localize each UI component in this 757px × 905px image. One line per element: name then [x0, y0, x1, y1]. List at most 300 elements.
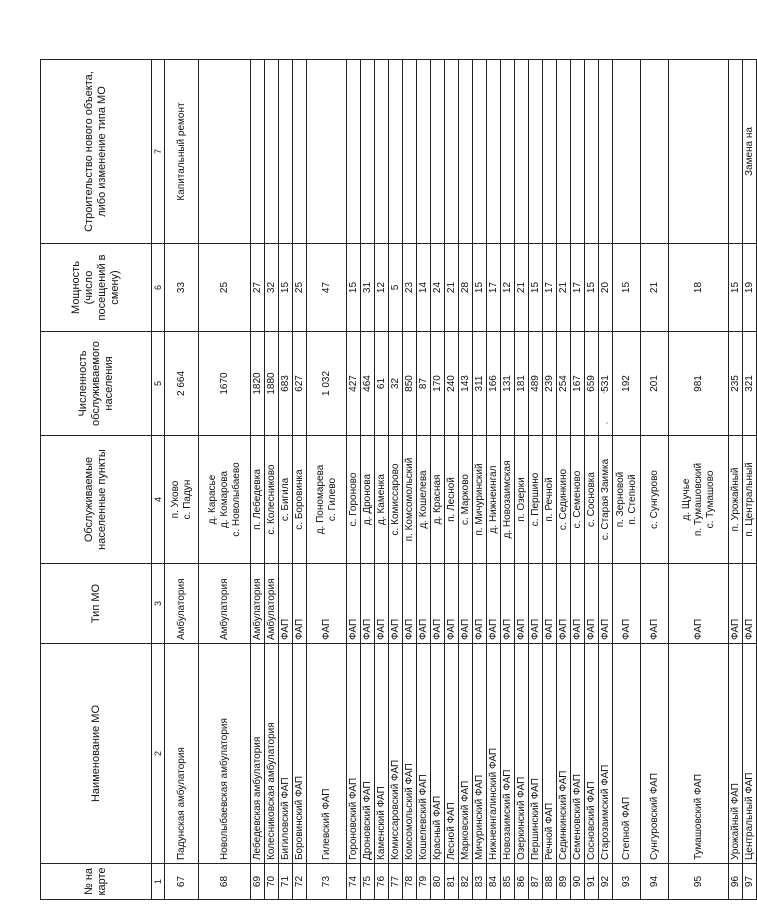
cell-org-name: Лесной ФАП [445, 644, 459, 864]
cell-org-name: Новолыбаевская амбулатория [199, 644, 251, 864]
table-row [199, 60, 251, 900]
cell-population: 131 [501, 332, 515, 436]
cell-map-number: 78 [403, 864, 417, 900]
cell-capacity: 31 [361, 244, 375, 332]
cell-capacity: 24 [431, 244, 445, 332]
cell-population: 627 [293, 332, 307, 436]
cell-org-type: ФАП [487, 564, 501, 644]
cell-population: 1820 [251, 332, 265, 436]
settlement-name: п. Лебедевка [251, 469, 263, 530]
cell-settlements [459, 436, 473, 564]
cell-capacity: 15 [585, 244, 599, 332]
cell-org-name: Красный ФАП [431, 644, 445, 864]
cell-org-name: Кошелевский ФАП [417, 644, 431, 864]
header-population: Численность обслуживаемого населения [41, 332, 152, 436]
cell-settlements [375, 436, 389, 564]
cell-population: 489 [529, 332, 543, 436]
cell-construction-note [641, 60, 669, 244]
settlement-name: с. Тумашово [704, 470, 716, 529]
cell-org-type: ФАП [459, 564, 473, 644]
cell-map-number: 84 [487, 864, 501, 900]
cell-settlements [473, 436, 487, 564]
cell-capacity: 17 [487, 244, 501, 332]
cell-settlements [487, 436, 501, 564]
cell-org-name: Бигиловский ФАП [279, 644, 293, 864]
cell-org-name: Семеновский ФАП [571, 644, 585, 864]
table-row [557, 60, 571, 900]
settlement-name: п. Урожайный [729, 467, 741, 532]
header-settlements: Обслуживаемые населенные пункты [41, 436, 152, 564]
settlement-name: д. Новозаимская [501, 460, 513, 539]
cell-population: 32 [389, 332, 403, 436]
cell-capacity: 15 [529, 244, 543, 332]
table-row [375, 60, 389, 900]
cell-population: 240 [445, 332, 459, 436]
cell-map-number: 97 [743, 864, 757, 900]
settlement-name: п. Тумашовский [692, 462, 704, 537]
table-row [293, 60, 307, 900]
settlement-name: с. Першино [529, 472, 541, 527]
cell-capacity: 23 [403, 244, 417, 332]
cell-org-type: ФАП [417, 564, 431, 644]
table-row [473, 60, 487, 900]
cell-map-number: 90 [571, 864, 585, 900]
settlement-name: п. Уково [169, 480, 181, 519]
cell-construction-note [279, 60, 293, 244]
cell-construction-note [473, 60, 487, 244]
settlement-name: п. Речной [543, 477, 555, 522]
cell-org-type: ФАП [669, 564, 729, 644]
cell-capacity: 25 [293, 244, 307, 332]
cell-construction-note [307, 60, 347, 244]
cell-construction-note [265, 60, 279, 244]
cell-capacity: 15 [279, 244, 293, 332]
cell-map-number: 93 [613, 864, 641, 900]
cell-construction-note [445, 60, 459, 244]
cell-population: 166 [487, 332, 501, 436]
settlement-name: с. Колесниково [265, 464, 277, 535]
settlement-name: с. Марково [459, 474, 471, 525]
cell-settlements [265, 436, 279, 564]
table-row [361, 60, 375, 900]
cell-org-type: ФАП [613, 564, 641, 644]
cell-capacity: 21 [557, 244, 571, 332]
cell-map-number: 81 [445, 864, 459, 900]
cell-population: 87 [417, 332, 431, 436]
settlement-name: с. Боровинка [293, 469, 305, 530]
settlement-name: п. Комсомольский [403, 457, 415, 542]
cell-org-type: Амбулатория [199, 564, 251, 644]
cell-org-type: ФАП [585, 564, 599, 644]
table-row [417, 60, 431, 900]
table-row [347, 60, 361, 900]
column-number: 3 [152, 564, 165, 644]
cell-org-type: ФАП [307, 564, 347, 644]
cell-capacity: 15 [613, 244, 641, 332]
table-row [265, 60, 279, 900]
table-row [403, 60, 417, 900]
cell-settlements [279, 436, 293, 564]
cell-map-number: 94 [641, 864, 669, 900]
cell-org-type: ФАП [375, 564, 389, 644]
settlement-name: с. Семеново [571, 470, 583, 529]
scan-speck [603, 392, 605, 394]
cell-org-name: Сосновский ФАП [585, 644, 599, 864]
cell-org-name: Озеркинский ФАП [515, 644, 529, 864]
cell-population: 181 [515, 332, 529, 436]
cell-org-type: ФАП [389, 564, 403, 644]
cell-construction-note [389, 60, 403, 244]
cell-settlements [743, 436, 757, 564]
cell-settlements [165, 436, 199, 564]
settlement-name: д. Щучье [680, 478, 692, 521]
table-row [585, 60, 599, 900]
cell-org-type: ФАП [641, 564, 669, 644]
cell-org-name: Гороновский ФАП [347, 644, 361, 864]
cell-org-name: Боровинский ФАП [293, 644, 307, 864]
table-row [641, 60, 669, 900]
cell-population: 850 [403, 332, 417, 436]
cell-population: 1670 [199, 332, 251, 436]
cell-org-name: Каменский ФАП [375, 644, 389, 864]
cell-population: 2 664 [165, 332, 199, 436]
cell-map-number: 68 [199, 864, 251, 900]
cell-population: 201 [641, 332, 669, 436]
cell-population: 170 [431, 332, 445, 436]
settlement-name: с. Гилево [326, 477, 338, 522]
settlement-name: п. Озерки [515, 477, 527, 522]
cell-construction-note [251, 60, 265, 244]
cell-capacity: 21 [445, 244, 459, 332]
settlement-name: д. Пономарева [314, 464, 326, 535]
cell-construction-note [403, 60, 417, 244]
cell-population: 311 [473, 332, 487, 436]
cell-map-number: 80 [431, 864, 445, 900]
cell-map-number: 72 [293, 864, 307, 900]
cell-population: 464 [361, 332, 375, 436]
cell-capacity: 12 [375, 244, 389, 332]
cell-map-number: 82 [459, 864, 473, 900]
header-org-name: Наименование МО [41, 644, 152, 864]
cell-org-type: ФАП [557, 564, 571, 644]
table-row [165, 60, 199, 900]
table-row [307, 60, 347, 900]
cell-population: 531 [599, 332, 613, 436]
cell-map-number: 76 [375, 864, 389, 900]
settlement-name: п. Центральный [743, 462, 755, 537]
cell-construction-note [613, 60, 641, 244]
cell-capacity: 5 [389, 244, 403, 332]
settlement-name: д. Нижнеингал [487, 465, 499, 534]
cell-settlements [347, 436, 361, 564]
cell-map-number: 71 [279, 864, 293, 900]
cell-map-number: 74 [347, 864, 361, 900]
cell-population: 427 [347, 332, 361, 436]
table-row [543, 60, 557, 900]
cell-map-number: 95 [669, 864, 729, 900]
table-row [487, 60, 501, 900]
cell-capacity: 17 [543, 244, 557, 332]
cell-population: 321 [743, 332, 757, 436]
cell-settlements [293, 436, 307, 564]
cell-org-type: ФАП [529, 564, 543, 644]
cell-org-name: Сединкинский ФАП [557, 644, 571, 864]
column-number: 5 [152, 332, 165, 436]
cell-org-name: Тумашовский ФАП [669, 644, 729, 864]
cell-settlements [613, 436, 641, 564]
cell-org-name: Дроновский ФАП [361, 644, 375, 864]
cell-construction-note [347, 60, 361, 244]
cell-org-type: ФАП [515, 564, 529, 644]
cell-org-name: Комиссаровский ФАП [389, 644, 403, 864]
cell-capacity: 12 [501, 244, 515, 332]
table-row [459, 60, 473, 900]
cell-settlements [501, 436, 515, 564]
cell-settlements [729, 436, 743, 564]
cell-population: 659 [585, 332, 599, 436]
cell-capacity: 15 [473, 244, 487, 332]
table-row [501, 60, 515, 900]
settlement-name: с. Комиссарово [389, 463, 401, 536]
cell-org-name: Старозаимский ФАП [599, 644, 613, 864]
settlement-name: с. Падун [181, 479, 193, 520]
cell-settlements [585, 436, 599, 564]
cell-population: 981 [669, 332, 729, 436]
cell-settlements [543, 436, 557, 564]
cell-map-number: 86 [515, 864, 529, 900]
table-row [743, 60, 757, 900]
settlement-name: д. Красная [431, 474, 443, 525]
cell-construction-note [543, 60, 557, 244]
cell-capacity: 47 [307, 244, 347, 332]
table-row [669, 60, 729, 900]
cell-construction-note [515, 60, 529, 244]
cell-capacity: 28 [459, 244, 473, 332]
cell-org-name: Мичуринский ФАП [473, 644, 487, 864]
table-row [251, 60, 265, 900]
cell-construction-note [431, 60, 445, 244]
cell-org-name: Степной ФАП [613, 644, 641, 864]
cell-org-type: ФАП [403, 564, 417, 644]
settlement-name: д. Карасье [206, 474, 218, 525]
cell-org-type: ФАП [543, 564, 557, 644]
table-row [431, 60, 445, 900]
cell-org-type: ФАП [431, 564, 445, 644]
cell-capacity: 33 [165, 244, 199, 332]
cell-map-number: 73 [307, 864, 347, 900]
cell-construction-note [585, 60, 599, 244]
cell-map-number: 85 [501, 864, 515, 900]
table-row [445, 60, 459, 900]
cell-settlements [361, 436, 375, 564]
cell-map-number: 91 [585, 864, 599, 900]
cell-population: 192 [613, 332, 641, 436]
table-row [729, 60, 743, 900]
cell-map-number: 70 [265, 864, 279, 900]
table-row [529, 60, 543, 900]
cell-map-number: 96 [729, 864, 743, 900]
cell-org-name: Комсомольский ФАП [403, 644, 417, 864]
cell-capacity: 27 [251, 244, 265, 332]
cell-population: 239 [543, 332, 557, 436]
cell-org-name: Центральный ФАП [743, 644, 757, 864]
settlement-name: с. Бигила [279, 477, 291, 522]
cell-settlements [669, 436, 729, 564]
rotated-table-wrapper [40, 60, 755, 900]
table-row [515, 60, 529, 900]
cell-population: 1 032 [307, 332, 347, 436]
cell-org-name: Речной ФАП [543, 644, 557, 864]
table-row [571, 60, 585, 900]
cell-org-type: ФАП [473, 564, 487, 644]
cell-settlements [199, 436, 251, 564]
cell-org-name: Сунгуровский ФАП [641, 644, 669, 864]
cell-capacity: 19 [743, 244, 757, 332]
column-number: 1 [152, 864, 165, 900]
cell-construction-note: Замена на [743, 60, 757, 244]
settlement-name: с. Сединкино [557, 468, 569, 531]
table-row [613, 60, 641, 900]
cell-org-type: ФАП [743, 564, 757, 644]
cell-org-name: Лебедевская амбулатория [251, 644, 265, 864]
table-body [165, 60, 757, 900]
cell-construction-note [487, 60, 501, 244]
cell-org-name: Нижнеингалинский ФАП [487, 644, 501, 864]
settlement-name: п. Степной [626, 474, 638, 525]
cell-settlements [417, 436, 431, 564]
table-row [599, 60, 613, 900]
cell-capacity: 32 [265, 244, 279, 332]
cell-construction-note [599, 60, 613, 244]
cell-construction-note: Капитальный ремонт [165, 60, 199, 244]
cell-construction-note [375, 60, 389, 244]
cell-settlements [599, 436, 613, 564]
cell-org-type: Амбулатория [251, 564, 265, 644]
settlement-name: д. Каменка [375, 474, 387, 525]
settlement-name: п. Зерновой [614, 471, 626, 528]
cell-org-name: Урожайный ФАП [729, 644, 743, 864]
settlement-name: д. Комарова [218, 470, 230, 529]
cell-org-type: ФАП [501, 564, 515, 644]
cell-population: 61 [375, 332, 389, 436]
cell-construction-note [501, 60, 515, 244]
table-row [389, 60, 403, 900]
cell-population: 254 [557, 332, 571, 436]
cell-org-name: Падунская амбулатория [165, 644, 199, 864]
cell-settlements [251, 436, 265, 564]
cell-construction-note [293, 60, 307, 244]
cell-construction-note [417, 60, 431, 244]
cell-map-number: 89 [557, 864, 571, 900]
column-number: 7 [152, 60, 165, 244]
cell-org-name: Новозаимский ФАП [501, 644, 515, 864]
header-construction: Строительство нового объекта, либо изменение типа МО [41, 60, 152, 244]
cell-settlements [403, 436, 417, 564]
column-number-row [152, 60, 165, 900]
header-map-number: № на карте [41, 864, 152, 900]
cell-capacity: 17 [571, 244, 585, 332]
cell-org-type: Амбулатория [265, 564, 279, 644]
cell-population: 167 [571, 332, 585, 436]
settlement-name: с. Старая Заимка [599, 458, 611, 541]
cell-org-type: ФАП [347, 564, 361, 644]
cell-construction-note [199, 60, 251, 244]
cell-org-type: ФАП [599, 564, 613, 644]
cell-map-number: 92 [599, 864, 613, 900]
cell-org-type: ФАП [293, 564, 307, 644]
cell-population: 1880 [265, 332, 279, 436]
settlement-name: с. Сунгурово [648, 470, 660, 529]
column-number: 6 [152, 244, 165, 332]
cell-settlements [529, 436, 543, 564]
cell-construction-note [361, 60, 375, 244]
settlement-name: с. Сосновка [585, 472, 597, 527]
cell-map-number: 77 [389, 864, 403, 900]
cell-settlements [307, 436, 347, 564]
cell-construction-note [669, 60, 729, 244]
cell-map-number: 69 [251, 864, 265, 900]
cell-capacity: 14 [417, 244, 431, 332]
settlement-name: с. Новолыбаево [230, 462, 242, 537]
cell-settlements [557, 436, 571, 564]
header-org-type: Тип МО [41, 564, 152, 644]
cell-map-number: 79 [417, 864, 431, 900]
cell-capacity: 18 [669, 244, 729, 332]
cell-org-name: Марковский ФАП [459, 644, 473, 864]
medical-organizations-table [40, 59, 757, 900]
cell-capacity: 21 [641, 244, 669, 332]
cell-capacity: 15 [729, 244, 743, 332]
cell-capacity: 20 [599, 244, 613, 332]
column-number: 4 [152, 436, 165, 564]
cell-construction-note [529, 60, 543, 244]
cell-map-number: 88 [543, 864, 557, 900]
cell-settlements [515, 436, 529, 564]
cell-org-type: ФАП [361, 564, 375, 644]
cell-org-type: ФАП [729, 564, 743, 644]
cell-construction-note [571, 60, 585, 244]
cell-map-number: 83 [473, 864, 487, 900]
cell-settlements [445, 436, 459, 564]
table-row [279, 60, 293, 900]
cell-construction-note [459, 60, 473, 244]
cell-population: 235 [729, 332, 743, 436]
cell-capacity: 25 [199, 244, 251, 332]
column-number: 2 [152, 644, 165, 864]
settlement-name: п. Лесной [445, 477, 457, 522]
settlement-name: с. Гороново [347, 472, 359, 527]
cell-map-number: 67 [165, 864, 199, 900]
cell-capacity: 15 [347, 244, 361, 332]
cell-org-name: Гилевский ФАП [307, 644, 347, 864]
cell-construction-note [729, 60, 743, 244]
cell-org-name: Колесниковская амбулатория [265, 644, 279, 864]
cell-capacity: 21 [515, 244, 529, 332]
settlement-name: д. Кошелева [417, 470, 429, 529]
cell-population: 683 [279, 332, 293, 436]
cell-org-type: ФАП [279, 564, 293, 644]
settlement-name: д. Дронова [361, 473, 373, 526]
cell-population: 143 [459, 332, 473, 436]
cell-construction-note [557, 60, 571, 244]
cell-settlements [431, 436, 445, 564]
cell-settlements [389, 436, 403, 564]
header-capacity: Мощность (число посещений в смену) [41, 244, 152, 332]
cell-org-type: Амбулатория [165, 564, 199, 644]
table-header-row [41, 60, 152, 900]
settlement-name: п. Мичуринский [473, 463, 485, 536]
cell-settlements [641, 436, 669, 564]
